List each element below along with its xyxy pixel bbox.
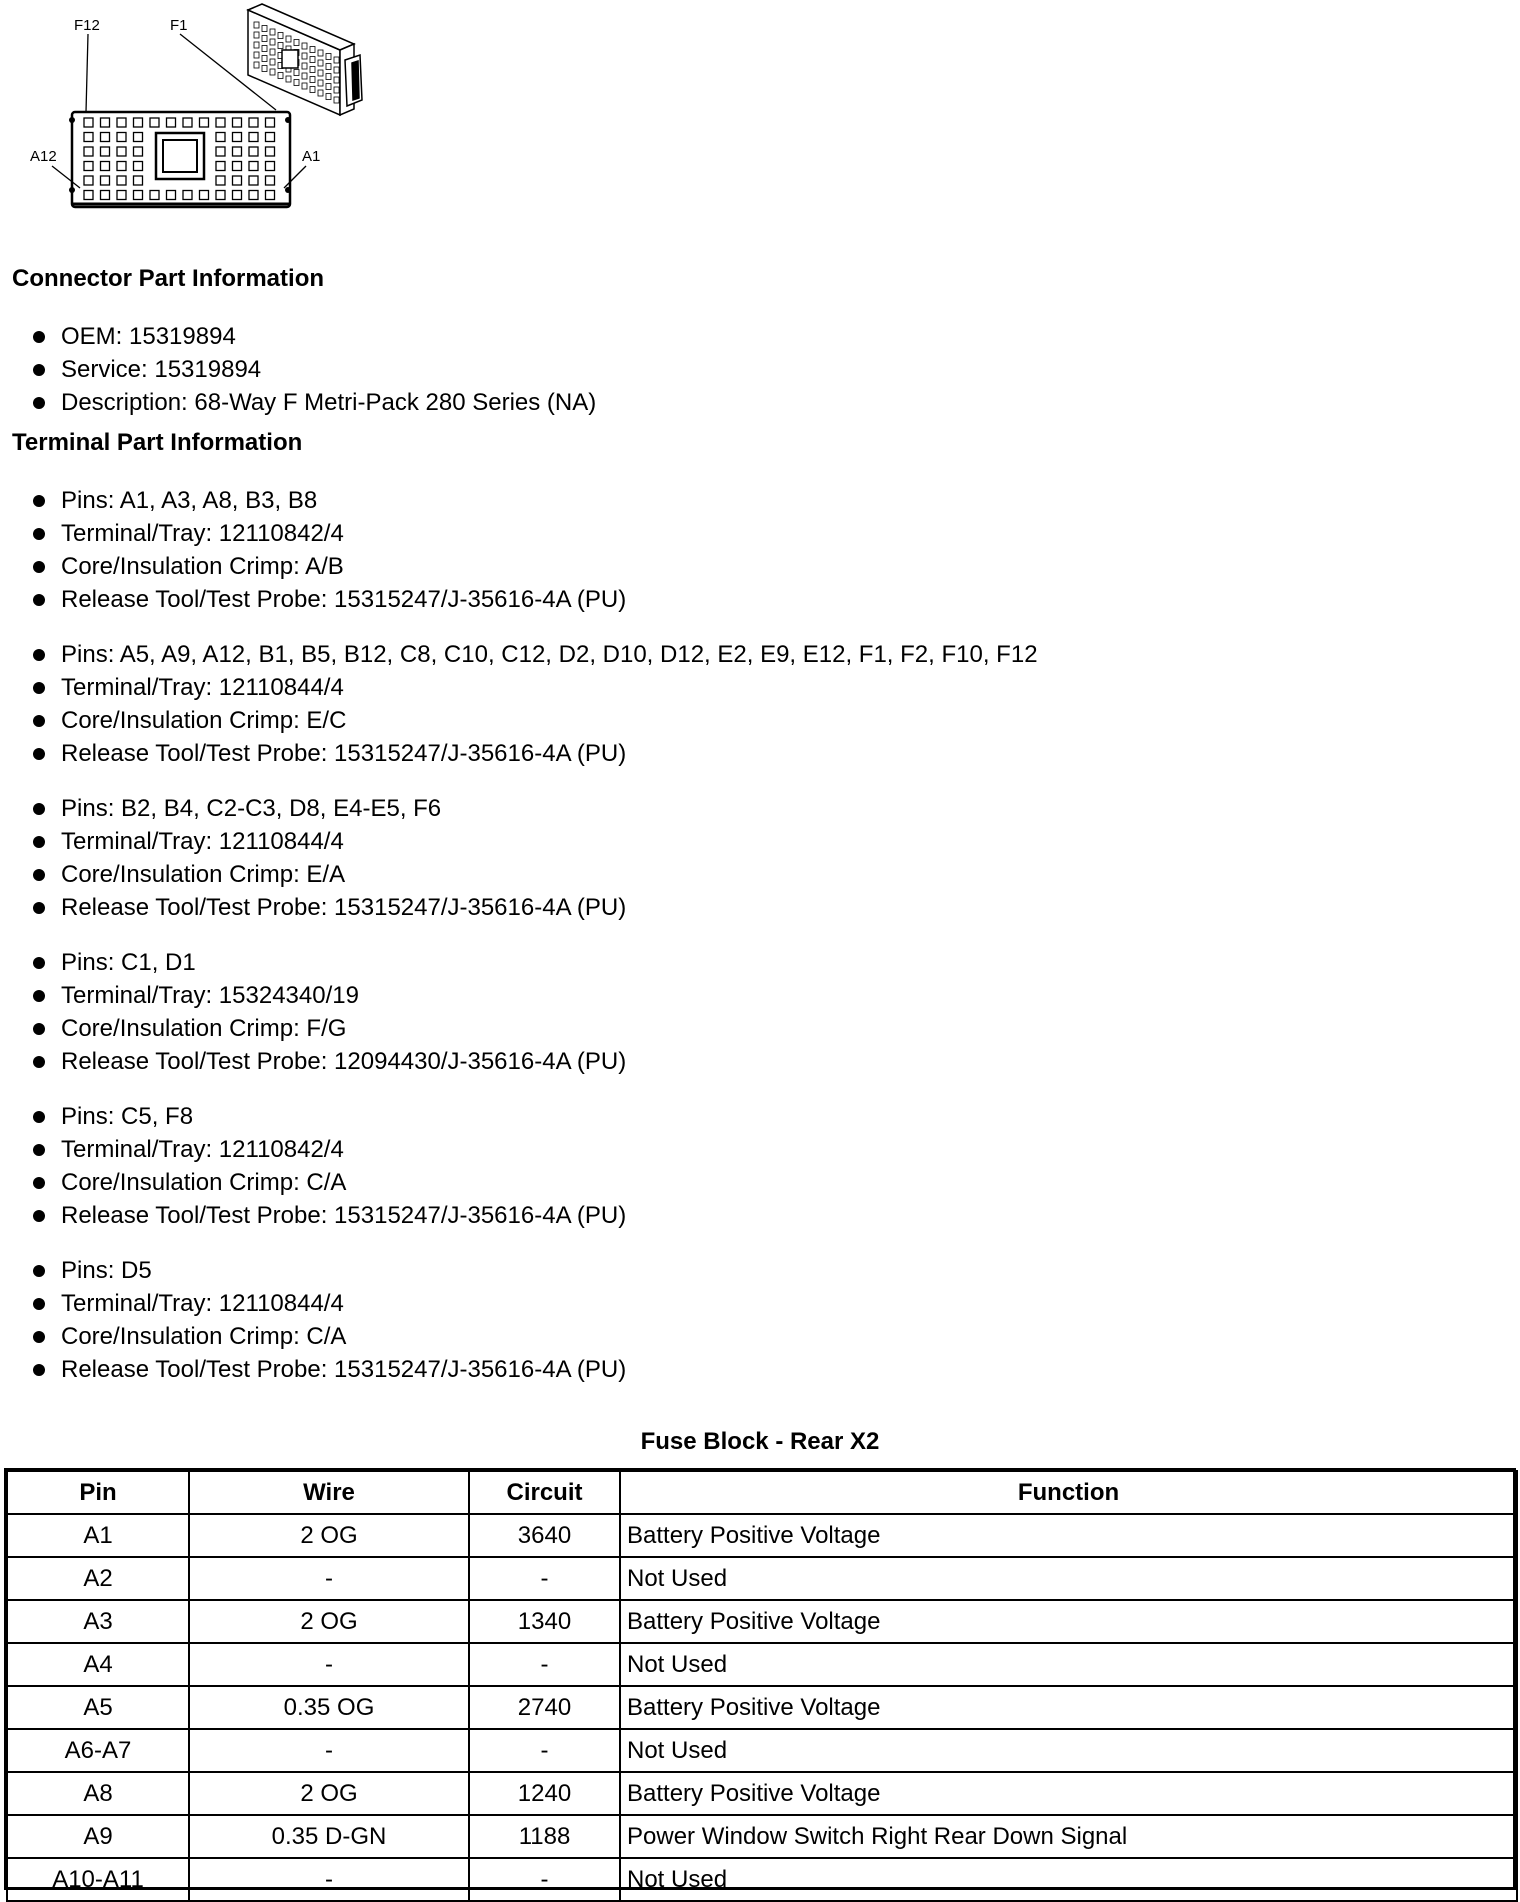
table-cell: A4 xyxy=(7,1643,189,1686)
table-cell: Not Used xyxy=(620,1858,1517,1901)
table-cell: - xyxy=(189,1729,469,1772)
table-cell: 1340 xyxy=(469,1600,620,1643)
table-cell: Power Window Switch Right Rear Down Signal xyxy=(620,1815,1517,1858)
connector-info-item: OEM: 15319894 xyxy=(0,320,596,353)
terminal-info-item: Terminal/Tray: 15324340/19 xyxy=(0,979,626,1012)
terminal-info-item: Core/Insulation Crimp: F/G xyxy=(0,1012,626,1045)
terminal-info-item: Release Tool/Test Probe: 15315247/J-35616-4A (PU) xyxy=(0,1199,626,1232)
table-cell: A8 xyxy=(7,1772,189,1815)
table-cell: A3 xyxy=(7,1600,189,1643)
terminal-group xyxy=(0,1254,626,1386)
table-cell: - xyxy=(469,1557,620,1600)
terminal-info-item: Terminal/Tray: 12110842/4 xyxy=(0,517,626,550)
table-cell: 2 OG xyxy=(189,1772,469,1815)
table-cell: Battery Positive Voltage xyxy=(620,1600,1517,1643)
table-cell: A1 xyxy=(7,1514,189,1557)
terminal-info-item: Pins: C1, D1 xyxy=(0,946,626,979)
table-cell: 1240 xyxy=(469,1772,620,1815)
terminal-info-item: Core/Insulation Crimp: A/B xyxy=(0,550,626,583)
terminal-info-item: Pins: A1, A3, A8, B3, B8 xyxy=(0,484,626,517)
column-header: Wire xyxy=(189,1471,469,1514)
table-row xyxy=(7,1514,1517,1557)
table-cell: - xyxy=(189,1858,469,1901)
column-header: Pin xyxy=(7,1471,189,1514)
table-cell: Battery Positive Voltage xyxy=(620,1772,1517,1815)
table-cell: 2740 xyxy=(469,1686,620,1729)
label-f12: F12 xyxy=(74,17,100,34)
table-cell: - xyxy=(469,1643,620,1686)
table-cell: - xyxy=(469,1729,620,1772)
connector-info-heading: Connector Part Information xyxy=(12,265,325,292)
table-cell: Not Used xyxy=(620,1557,1517,1600)
table-row xyxy=(7,1815,1517,1858)
table-title: Fuse Block - Rear X2 xyxy=(640,1428,880,1455)
table-row xyxy=(7,1600,1517,1643)
table-cell: 1188 xyxy=(469,1815,620,1858)
terminal-info-item: Release Tool/Test Probe: 15315247/J-35616-4A (PU) xyxy=(0,1353,626,1386)
terminal-info-item: Terminal/Tray: 12110844/4 xyxy=(0,671,1038,704)
terminal-info-item: Release Tool/Test Probe: 15315247/J-35616-4A (PU) xyxy=(0,737,1038,770)
table-header-row xyxy=(7,1471,1517,1514)
table-cell: Not Used xyxy=(620,1643,1517,1686)
table-cell: Not Used xyxy=(620,1729,1517,1772)
label-f1: F1 xyxy=(170,17,188,34)
terminal-info-item: Release Tool/Test Probe: 12094430/J-35616-4A (PU) xyxy=(0,1045,626,1078)
terminal-info-item: Terminal/Tray: 12110842/4 xyxy=(0,1133,626,1166)
table-cell: 2 OG xyxy=(189,1514,469,1557)
column-header: Function xyxy=(620,1471,1517,1514)
terminal-group xyxy=(0,484,626,616)
table-cell: - xyxy=(189,1643,469,1686)
terminal-info-item: Release Tool/Test Probe: 15315247/J-35616-4A (PU) xyxy=(0,891,626,924)
table-row xyxy=(7,1557,1517,1600)
connector-diagram xyxy=(0,0,380,215)
pin-table xyxy=(6,1470,1518,1902)
terminal-info-item: Core/Insulation Crimp: E/C xyxy=(0,704,1038,737)
terminal-info-item: Pins: A5, A9, A12, B1, B5, B12, C8, C10, C12, D2, D10, D12, E2, E9, E12, F1, F2, F10, F12 xyxy=(0,638,1038,671)
table-cell: Battery Positive Voltage xyxy=(620,1686,1517,1729)
terminal-info-heading: Terminal Part Information xyxy=(12,429,303,456)
terminal-info-item: Core/Insulation Crimp: E/A xyxy=(0,858,626,891)
terminal-group xyxy=(0,1100,626,1232)
table-cell: 3640 xyxy=(469,1514,620,1557)
table-cell: 0.35 OG xyxy=(189,1686,469,1729)
column-header: Circuit xyxy=(469,1471,620,1514)
table-cell: - xyxy=(469,1858,620,1901)
table-cell: A5 xyxy=(7,1686,189,1729)
connector-face xyxy=(69,112,291,207)
connector-3d-view xyxy=(248,4,362,115)
terminal-info-item: Pins: D5 xyxy=(0,1254,626,1287)
terminal-info-item: Core/Insulation Crimp: C/A xyxy=(0,1320,626,1353)
connector-info-item: Service: 15319894 xyxy=(0,353,596,386)
table-row xyxy=(7,1729,1517,1772)
terminal-info-item: Release Tool/Test Probe: 15315247/J-35616-4A (PU) xyxy=(0,583,626,616)
table-row xyxy=(7,1858,1517,1901)
label-a1: A1 xyxy=(302,148,321,165)
terminal-info-item: Terminal/Tray: 12110844/4 xyxy=(0,1287,626,1320)
terminal-info-item: Core/Insulation Crimp: C/A xyxy=(0,1166,626,1199)
table-row xyxy=(7,1686,1517,1729)
connector-info-item: Description: 68-Way F Metri-Pack 280 Series (NA) xyxy=(0,386,596,419)
terminal-group xyxy=(0,638,1038,770)
connector-info-list xyxy=(0,320,596,419)
terminal-info-item: Terminal/Tray: 12110844/4 xyxy=(0,825,626,858)
table-row xyxy=(7,1643,1517,1686)
table-cell: 2 OG xyxy=(189,1600,469,1643)
terminal-group xyxy=(0,946,626,1078)
terminal-group xyxy=(0,792,626,924)
table-cell: A9 xyxy=(7,1815,189,1858)
table-cell: A10-A11 xyxy=(7,1858,189,1901)
table-cell: Battery Positive Voltage xyxy=(620,1514,1517,1557)
table-cell: A6-A7 xyxy=(7,1729,189,1772)
terminal-info-item: Pins: B2, B4, C2-C3, D8, E4-E5, F6 xyxy=(0,792,626,825)
table-cell: 0.35 D-GN xyxy=(189,1815,469,1858)
label-a12: A12 xyxy=(30,148,57,165)
table-cell: - xyxy=(189,1557,469,1600)
table-row xyxy=(7,1772,1517,1815)
terminal-info-item: Pins: C5, F8 xyxy=(0,1100,626,1133)
table-cell: A2 xyxy=(7,1557,189,1600)
